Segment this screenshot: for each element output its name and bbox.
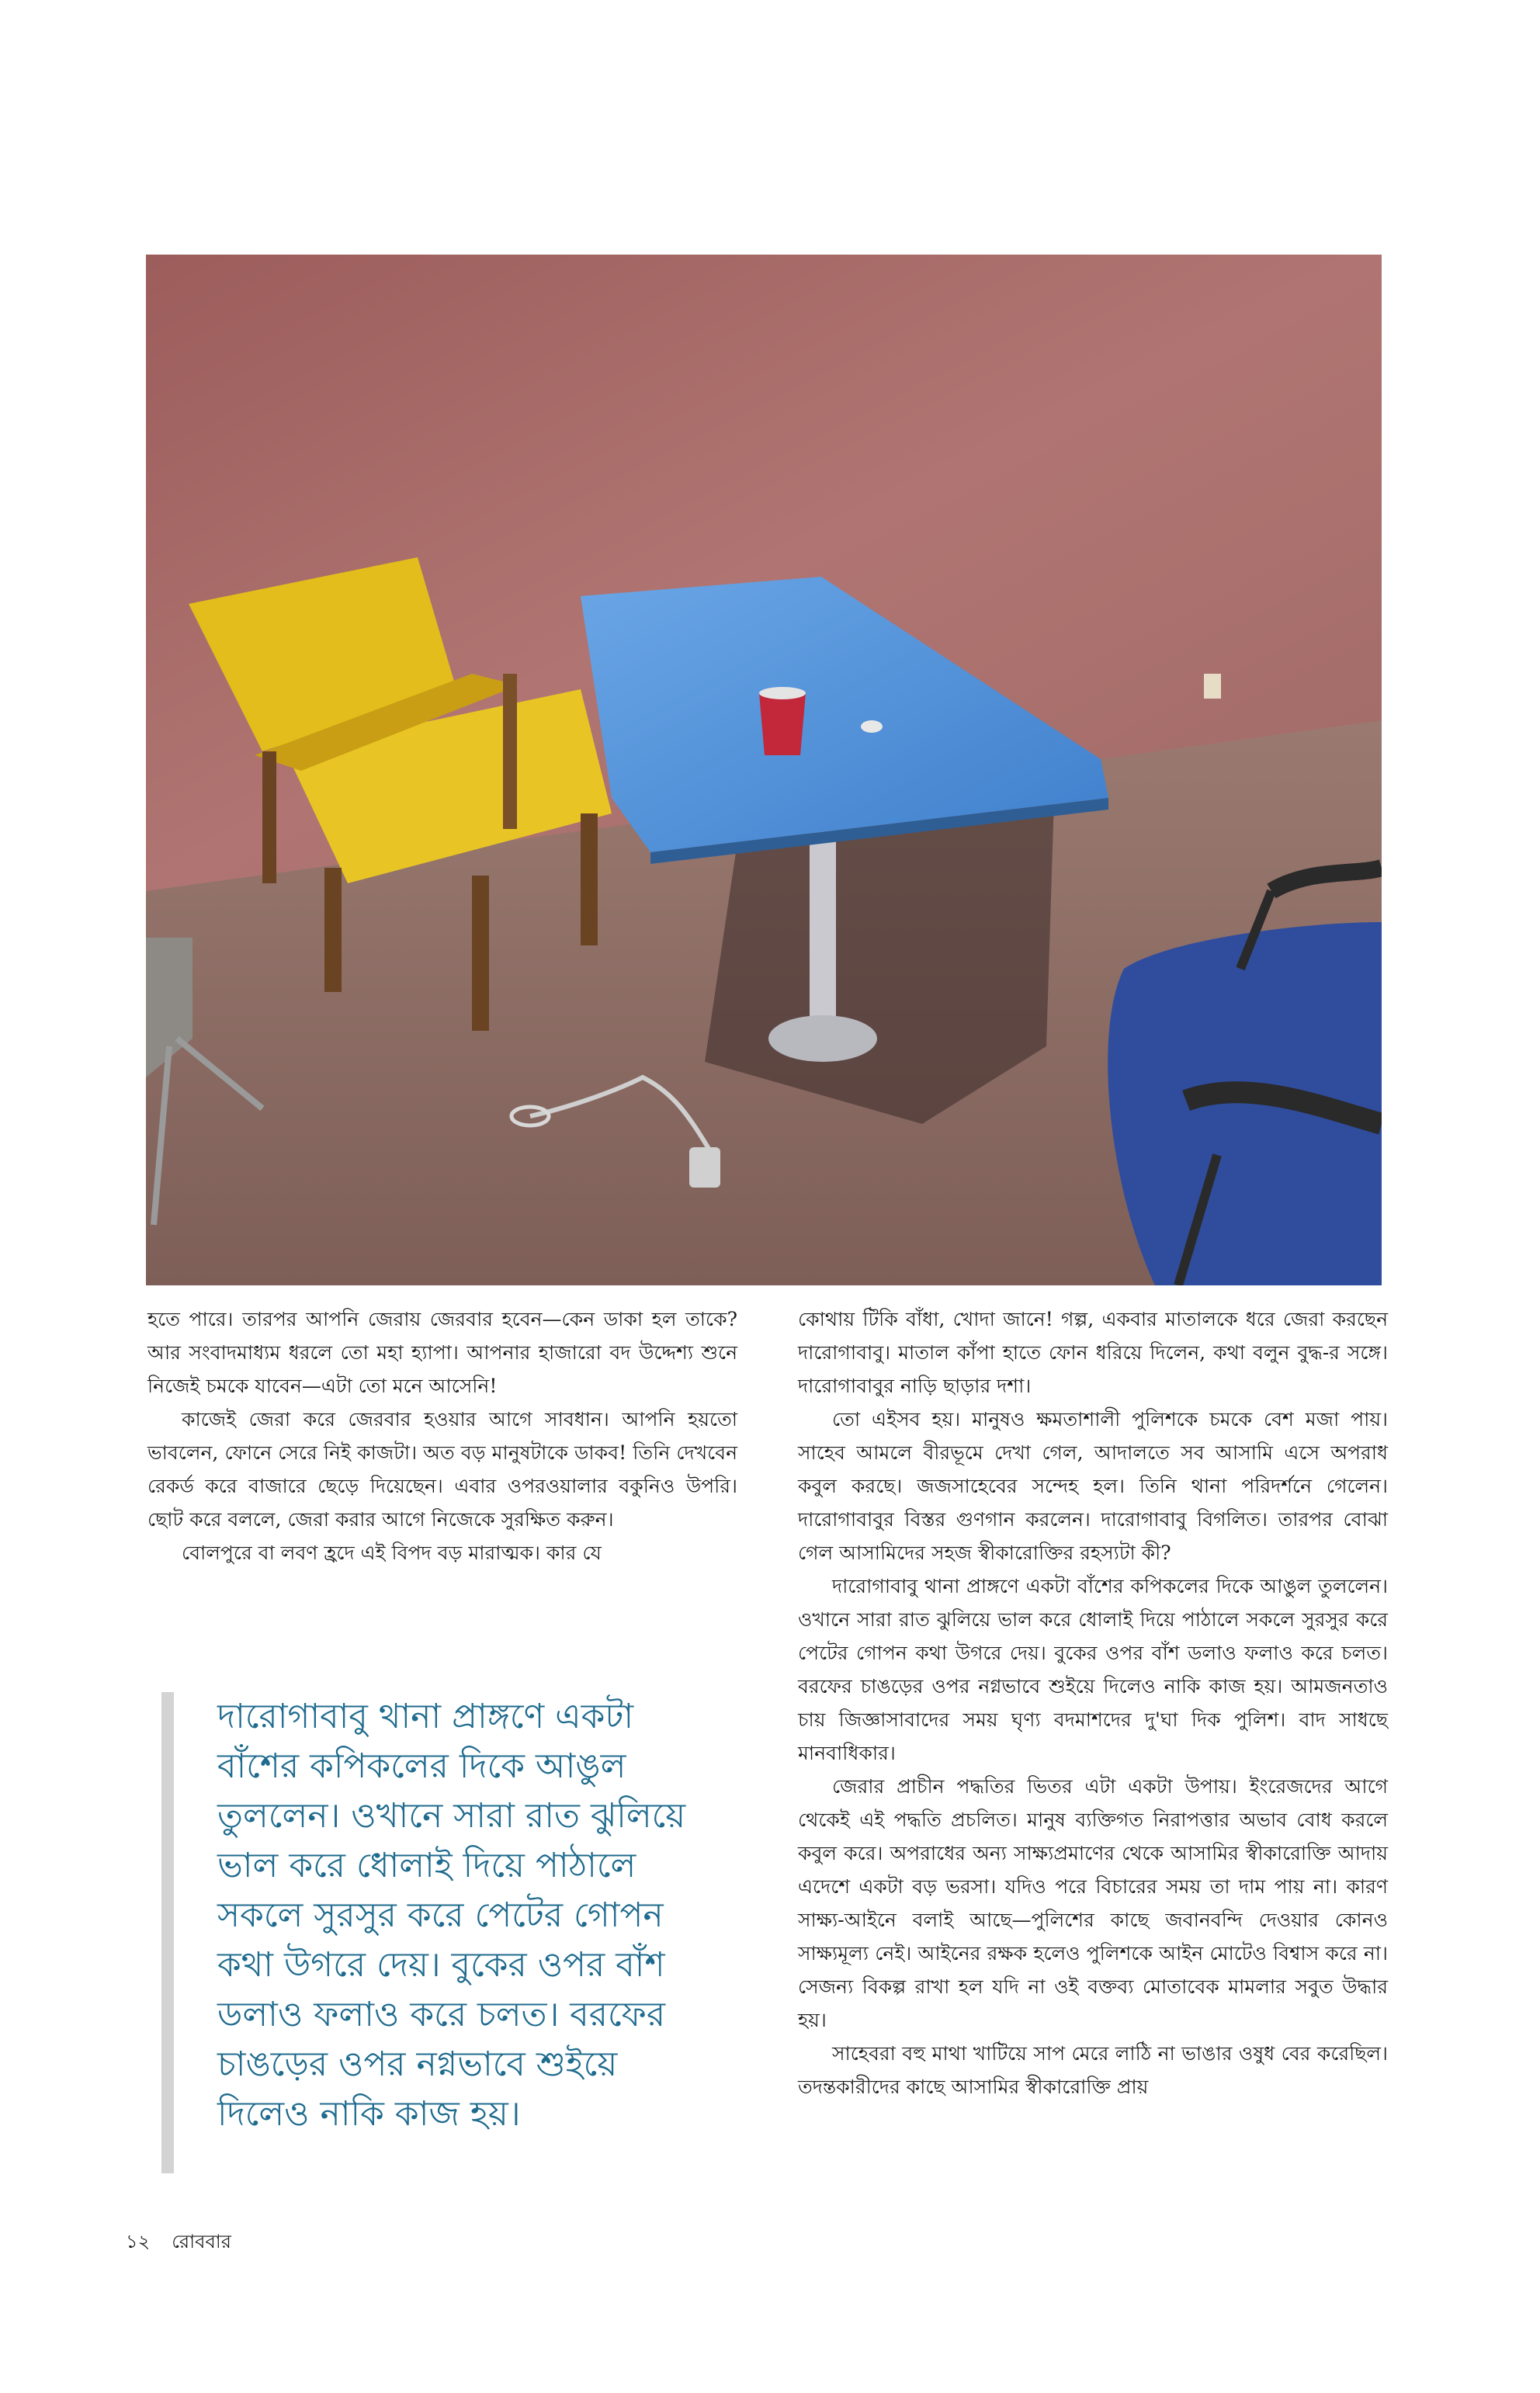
red-cup	[759, 693, 806, 755]
photo-illustration	[146, 255, 1382, 1285]
table-pedestal	[810, 829, 836, 1031]
interrogation-room-photo	[146, 255, 1382, 1285]
left-paragraph-2: কাজেই জেরা করে জেরবার হওয়ার আগে সাবধান। আপনি হয়তো ভাবলেন, ফোনে সেরে নিই কাজটা। অত বড় মানুষটাকে ডাকব! তিনি দেখবেন রেকর্ড করে বাজারে ছেড়ে দিয়েছেন। এবার ওপরওয়ালার বকুনিও উপরি। ছোট করে বললে, জেরা করার আগে নিজেকে সুরক্ষিত করুন।	[147, 1408, 737, 1531]
pull-quote-text: দারোগাবাবু থানা প্রাঙ্গণে একটা বাঁশের কপিকলের দিকে আঙুল তুললেন। ওখানে সারা রাত ঝুলিয়ে ভাল করে ধোলাই দিয়ে পাঠালে সকলে সুরসুর করে পেটের গোপন কথা উগরে দেয়। বুকের ওপর বাঁশ ডলাও ফলাও করে চলত। বরফের চাঙড়ের ওপর নগ্নভাবে শুইয়ে দিলেও নাকি কাজ হয়।	[217, 1697, 686, 2134]
right-paragraph-3: দারোগাবাবু থানা প্রাঙ্গণে একটা বাঁশের কপিকলের দিকে আঙুল তুললেন। ওখানে সারা রাত ঝুলিয়ে ভাল করে ধোলাই দিয়ে পাঠালে সকলে সুরসুর করে পেটের গোপন কথা উগরে দেয়। বুকের ওপর বাঁশ ডলাও ফলাও করে চলত। বরফের চাঙড়ের ওপর নগ্নভাবে শুইয়ে দিলেও নাকি কাজ হয়। আমজনতাও চায় জিজ্ঞাসাবাদের সময় ঘৃণ্য বদমাশদের দু'ঘা দিক পুলিশ। বাদ সাধছে মানবাধিকার।	[798, 1575, 1388, 1764]
left-column	[147, 1302, 737, 1569]
right-paragraph-2: তো এইসব হয়। মানুষও ক্ষমতাশালী পুলিশকে চমকে বেশ মজা পায়। সাহেব আমলে বীরভূমে দেখা গেল, আদালতে সব আসামি এসে অপরাধ কবুল করছে। জজসাহেবের সন্দেহ হল। তিনি থানা পরিদর্শনে গেলেন। দারোগাবাবুর বিস্তর গুণগান করলেন। দারোগাবাবু বিগলিত। তারপর বোঝা গেল আসামিদের সহজ স্বীকারোক্তির রহস্যটা কী?	[798, 1408, 1388, 1564]
wall-outlet	[1204, 674, 1221, 699]
page-footer	[126, 2228, 231, 2259]
pull-quote	[161, 1692, 705, 2173]
right-paragraph-4: জেরার প্রাচীন পদ্ধতির ভিতর এটা একটা উপায়। ইংরেজদের আগে থেকেই এই পদ্ধতি প্রচলিত। মানুষ ব্যক্তিগত নিরাপত্তার অভাব বোধ করলে কবুল করে। অপরাধের অন্য সাক্ষ্যপ্রমাণের থেকে আসামির স্বীকারোক্তি আদায় এদেশে একটা বড় ভরসা। যদিও পরে বিচারের সময় তা দাম পায় না। কারণ সাক্ষ্য-আইনে বলাই আছে—পুলিশের কাছে জবানবন্দি দেওয়ার কোনও সাক্ষ্যমূল্য নেই। আইনের রক্ষক হলেও পুলিশকে আইন মোটেও বিশ্বাস করে না। সেজন্য বিকল্প রাখা হল যদি না ওই বক্তব্য মোতাবেক মামলার সবুত উদ্ধার হয়।	[798, 1775, 1388, 2031]
left-paragraph-3: বোলপুরে বা লবণ হ্রদে এই বিপদ বড় মারাত্মক। কার যে	[182, 1542, 602, 1564]
left-paragraph-1: হতে পারে। তারপর আপনি জেরায় জেরবার হবেন—কেন ডাকা হল তাকে? আর সংবাদমাধ্যম ধরলে তো মহা হ্যাপা। আপনার হাজারো বদ উদ্দেশ্য শুনে নিজেই চমকে যাবেন—এটা তো মনে আসেনি!	[147, 1308, 737, 1397]
page-number: ১২	[126, 2231, 151, 2253]
right-column	[798, 1302, 1388, 2103]
right-paragraph-5: সাহেবরা বহু মাথা খাটিয়ে সাপ মেরে লাঠি না ভাঙার ওষুধ বের করেছিল। তদন্তকারীদের কাছে আসামির স্বীকারোক্তি প্রায়	[798, 2042, 1388, 2098]
right-paragraph-1: কোথায় টিকি বাঁধা, খোদা জানে! গল্প, একবার মাতালকে ধরে জেরা করছেন দারোগাবাবু। মাতাল কাঁপা হাতে ফোন ধরিয়ে দিলেন, কথা বলুন বুদ্ধ-র সঙ্গে। দারোগাবাবুর নাড়ি ছাড়ার দশা।	[798, 1308, 1388, 1397]
publication-name: রোববার	[172, 2231, 231, 2253]
